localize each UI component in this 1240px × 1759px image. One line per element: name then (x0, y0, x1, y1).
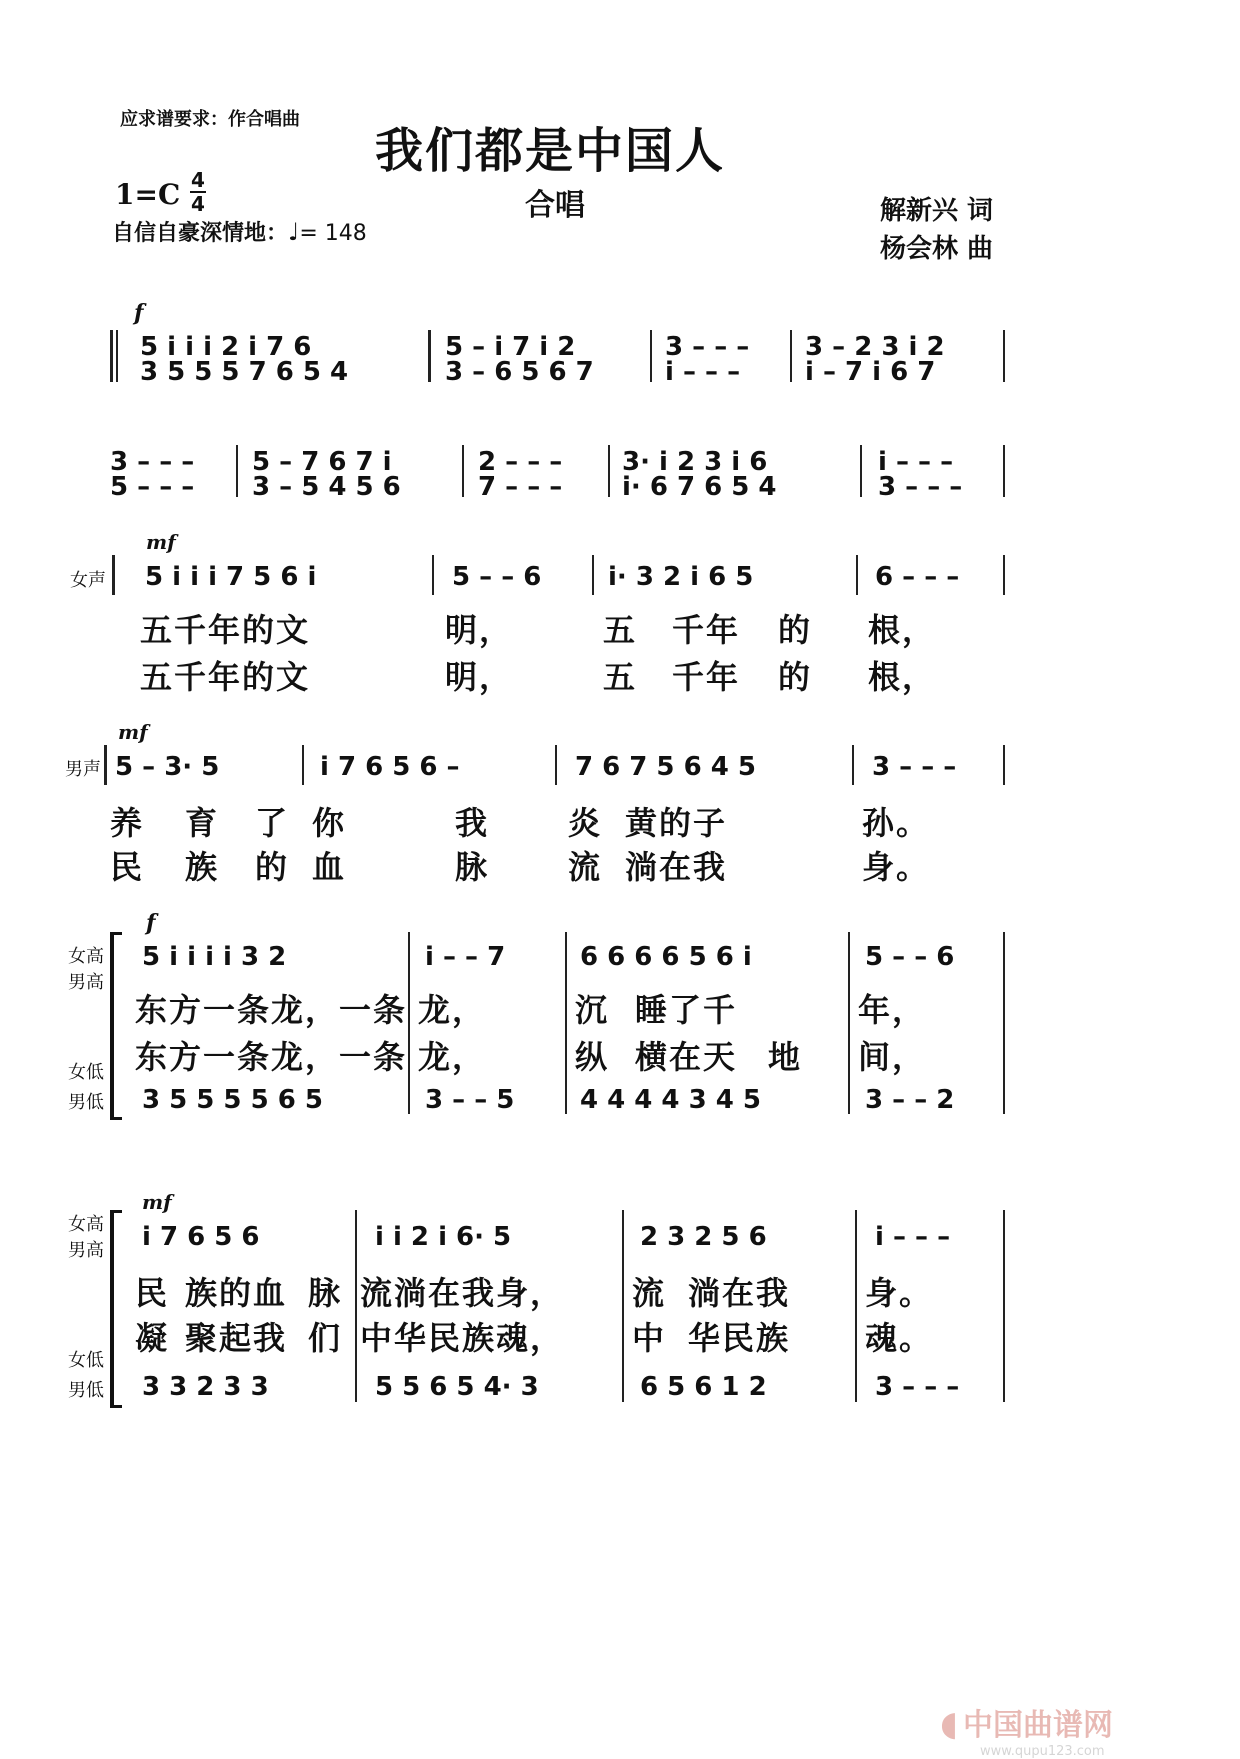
quarter-note-icon: ♩ (288, 218, 300, 246)
barline (592, 555, 594, 595)
lyric-5b-4: 横在天 (635, 1038, 738, 1076)
lyric-4b-5: 脉 (455, 848, 490, 886)
lyric-4a-7: 黄的子 (625, 804, 728, 842)
measure-6-upper: 5 – 7 6 7 i (252, 447, 392, 477)
tenor-label: 男高 (68, 972, 104, 993)
dynamic-f: f (146, 910, 156, 936)
bracket (110, 1210, 122, 1408)
bracket (110, 932, 122, 1120)
watermark-text: 中国曲谱网 (963, 1708, 1114, 1743)
barline (1003, 932, 1005, 1114)
lyric-4b-3: 的 (255, 848, 290, 886)
lyric-6b-2: 聚起我 (185, 1319, 288, 1357)
measure-25-lower: 3 – – – (875, 1372, 960, 1402)
measure-24-upper: 2 3 2 5 6 (640, 1222, 767, 1252)
lyric-3a-3: 五 (603, 611, 638, 649)
dynamic-mf: mf (142, 1190, 172, 1214)
barline (432, 555, 434, 595)
lyric-6a-1: 民 (135, 1274, 170, 1312)
measure-25-upper: i – – – (875, 1222, 951, 1252)
lyric-4a-1: 养 (110, 804, 145, 842)
lyric-3a-2: 明， (445, 611, 514, 649)
barline (1003, 745, 1005, 785)
measure-18-lower: 3 5 5 5 5 6 5 (142, 1085, 323, 1115)
barline (848, 932, 850, 1114)
barline (565, 932, 567, 1114)
soprano-label: 女高 (68, 1214, 104, 1235)
measure-23-upper: i i 2 i 6· 5 (375, 1222, 512, 1252)
key-signature: 1=C (115, 178, 181, 211)
alto-label: 女低 (68, 1350, 104, 1371)
lyric-4b-2: 族 (185, 848, 220, 886)
lyric-3a-6: 根， (868, 611, 937, 649)
lyric-4a-3: 了 (255, 804, 290, 842)
lyric-3b-1: 五千年的文 (140, 658, 311, 696)
barline (104, 745, 107, 785)
watermark-logo-icon: ◖ (940, 1704, 958, 1744)
repeat-bar-thin (116, 330, 118, 382)
barline (462, 445, 464, 497)
lyric-6a-6: 淌在我 (688, 1274, 791, 1312)
lyric-5b-2: 龙， (418, 1038, 487, 1076)
measure-22-upper: i 7 6 5 6 (142, 1222, 260, 1252)
measure-24-lower: 6 5 6 1 2 (640, 1372, 767, 1402)
measure-1-upper: 5 i i i 2 i 7 6 (140, 332, 312, 362)
lyric-6b-7: 魂。 (865, 1319, 934, 1357)
measure-18-upper: 5 i i i i 3 2 (142, 942, 287, 972)
measure-9-lower: 3 – – – (878, 472, 963, 502)
measure-9-upper: i – – – (878, 447, 954, 477)
barline (1003, 555, 1005, 595)
barline (302, 745, 304, 785)
measure-21-lower: 3 – – 2 (865, 1085, 955, 1115)
repeat-bar (110, 330, 113, 382)
barline (1003, 330, 1005, 382)
alto-label: 女低 (68, 1062, 104, 1083)
lyric-5b-6: 间， (858, 1038, 927, 1076)
tenor-label: 男高 (68, 1240, 104, 1261)
lyric-3b-6: 根， (868, 658, 937, 696)
lyric-4a-8: 孙。 (862, 804, 931, 842)
lyric-6a-2: 族的血 (185, 1274, 288, 1312)
barline (1003, 445, 1005, 497)
measure-11-notes: 5 – – 6 (452, 562, 542, 592)
barline (408, 932, 410, 1114)
time-top: 4 (191, 168, 205, 192)
dynamic-mf: mf (118, 720, 148, 744)
barline (1003, 1210, 1005, 1402)
barline (852, 745, 854, 785)
lyric-6a-5: 流 (632, 1274, 667, 1312)
measure-20-lower: 4 4 4 4 3 4 5 (580, 1085, 761, 1115)
measure-3-upper: 3 – – – (665, 332, 750, 362)
measure-22-lower: 3 3 2 3 3 (142, 1372, 269, 1402)
request-note: 应求谱要求：作合唱曲 (120, 109, 300, 130)
lyric-3b-5: 的 (778, 658, 813, 696)
measure-1-lower: 3 5 5 5 7 6 5 4 (140, 357, 349, 387)
measure-6-lower: 3 – 5 4 5 6 (252, 472, 401, 502)
barline (856, 555, 858, 595)
lyric-6a-7: 身。 (865, 1274, 934, 1312)
page-title: 我们都是中国人 (375, 123, 726, 179)
lyric-3a-5: 的 (778, 611, 813, 649)
tempo-text: 自信自豪深情地： (112, 221, 289, 246)
tempo-value: = 148 (299, 221, 367, 246)
barline (650, 330, 652, 382)
dynamic-mf: mf (146, 530, 176, 554)
measure-8-lower: i· 6 7 6 5 4 (622, 472, 777, 502)
composer: 杨会林 曲 (880, 234, 994, 264)
soprano-label: 女高 (68, 946, 104, 967)
barline (790, 330, 792, 382)
lyric-6a-3: 脉 (308, 1274, 343, 1312)
measure-2-lower: 3 – 6 5 6 7 (445, 357, 594, 387)
lyric-6b-5: 中 (632, 1319, 667, 1357)
lyric-6b-1: 凝 (135, 1319, 170, 1357)
measure-4-upper: 3 – 2 3 i 2 (805, 332, 945, 362)
lyric-3b-3: 五 (603, 658, 638, 696)
lyric-4b-7: 淌在我 (625, 848, 728, 886)
time-signature (190, 170, 206, 214)
lyric-5b-3: 纵 (575, 1038, 610, 1076)
barline (355, 1210, 357, 1402)
lyricist: 解新兴 词 (880, 196, 994, 226)
female-voice-label: 女声 (70, 570, 106, 591)
lyric-5a-5: 年， (858, 991, 927, 1029)
watermark (940, 1700, 1113, 1759)
lyric-6b-6: 华民族 (688, 1319, 791, 1357)
measure-5-lower: 5 – – – (110, 472, 195, 502)
lyric-5b-1: 东方一条龙，一条 (135, 1038, 408, 1076)
lyric-5a-3: 沉 (575, 991, 610, 1029)
lyric-5b-5: 地 (768, 1038, 803, 1076)
lyric-4a-4: 你 (312, 804, 347, 842)
measure-23-lower: 5 5 6 5 4· 3 (375, 1372, 539, 1402)
lyric-5a-4: 睡了千 (635, 991, 738, 1029)
lyric-3a-4: 千年 (672, 611, 741, 649)
lyric-4b-8: 身。 (862, 848, 931, 886)
lyric-4b-1: 民 (110, 848, 145, 886)
lyric-6a-4: 流淌在我身， (360, 1274, 565, 1312)
measure-21-upper: 5 – – 6 (865, 942, 955, 972)
male-voice-label: 男声 (65, 759, 101, 780)
lyric-6b-3: 们 (308, 1319, 343, 1357)
measure-3-lower: i – – – (665, 357, 741, 387)
measure-16-notes: 7 6 7 5 6 4 5 (575, 752, 756, 782)
measure-4-lower: i – 7 i 6 7 (805, 357, 936, 387)
measure-15-notes: i 7 6 5 6 – (320, 752, 460, 782)
lyric-5a-1: 东方一条龙，一条 (135, 991, 408, 1029)
barline (428, 330, 431, 382)
barline (855, 1210, 857, 1402)
barline (622, 1210, 624, 1402)
tempo-line (112, 216, 367, 247)
lyric-6b-4: 中华民族魂， (360, 1319, 565, 1357)
lyric-4b-4: 血 (312, 848, 347, 886)
watermark-url: www.qupu123.com (980, 1744, 1105, 1759)
measure-13-notes: 6 – – – (875, 562, 960, 592)
measure-12-notes: i· 3 2 i 6 5 (608, 562, 754, 592)
repeat-bar (112, 555, 115, 595)
measure-17-notes: 3 – – – (872, 752, 957, 782)
measure-20-upper: 6 6 6 6 5 6 i (580, 942, 752, 972)
lyric-4b-6: 流 (568, 848, 603, 886)
measure-8-upper: 3· i 2 3 i 6 (622, 447, 768, 477)
measure-5-upper: 3 – – – (110, 447, 195, 477)
lyric-3b-2: 明， (445, 658, 514, 696)
barline (236, 445, 238, 497)
lyric-4a-5: 我 (455, 804, 490, 842)
dynamic-f: f (134, 300, 144, 326)
measure-7-lower: 7 – – – (478, 472, 563, 502)
barline (608, 445, 610, 497)
lyric-5a-2: 龙， (418, 991, 487, 1029)
bass-label: 男低 (68, 1092, 104, 1113)
measure-2-upper: 5 – i 7 i 2 (445, 332, 576, 362)
lyric-3a-1: 五千年的文 (140, 611, 311, 649)
lyric-3b-4: 千年 (672, 658, 741, 696)
measure-19-upper: i – – 7 (425, 942, 506, 972)
lyric-4a-2: 育 (185, 804, 220, 842)
measure-10-notes: 5 i i i 7 5 6 i (145, 562, 317, 592)
measure-19-lower: 3 – – 5 (425, 1085, 515, 1115)
bass-label: 男低 (68, 1380, 104, 1401)
barline (860, 445, 862, 497)
barline (555, 745, 557, 785)
subtitle: 合唱 (525, 188, 585, 223)
time-bottom: 4 (191, 192, 205, 216)
lyric-4a-6: 炎 (568, 804, 603, 842)
measure-14-notes: 5 – 3· 5 (115, 752, 220, 782)
measure-7-upper: 2 – – – (478, 447, 563, 477)
